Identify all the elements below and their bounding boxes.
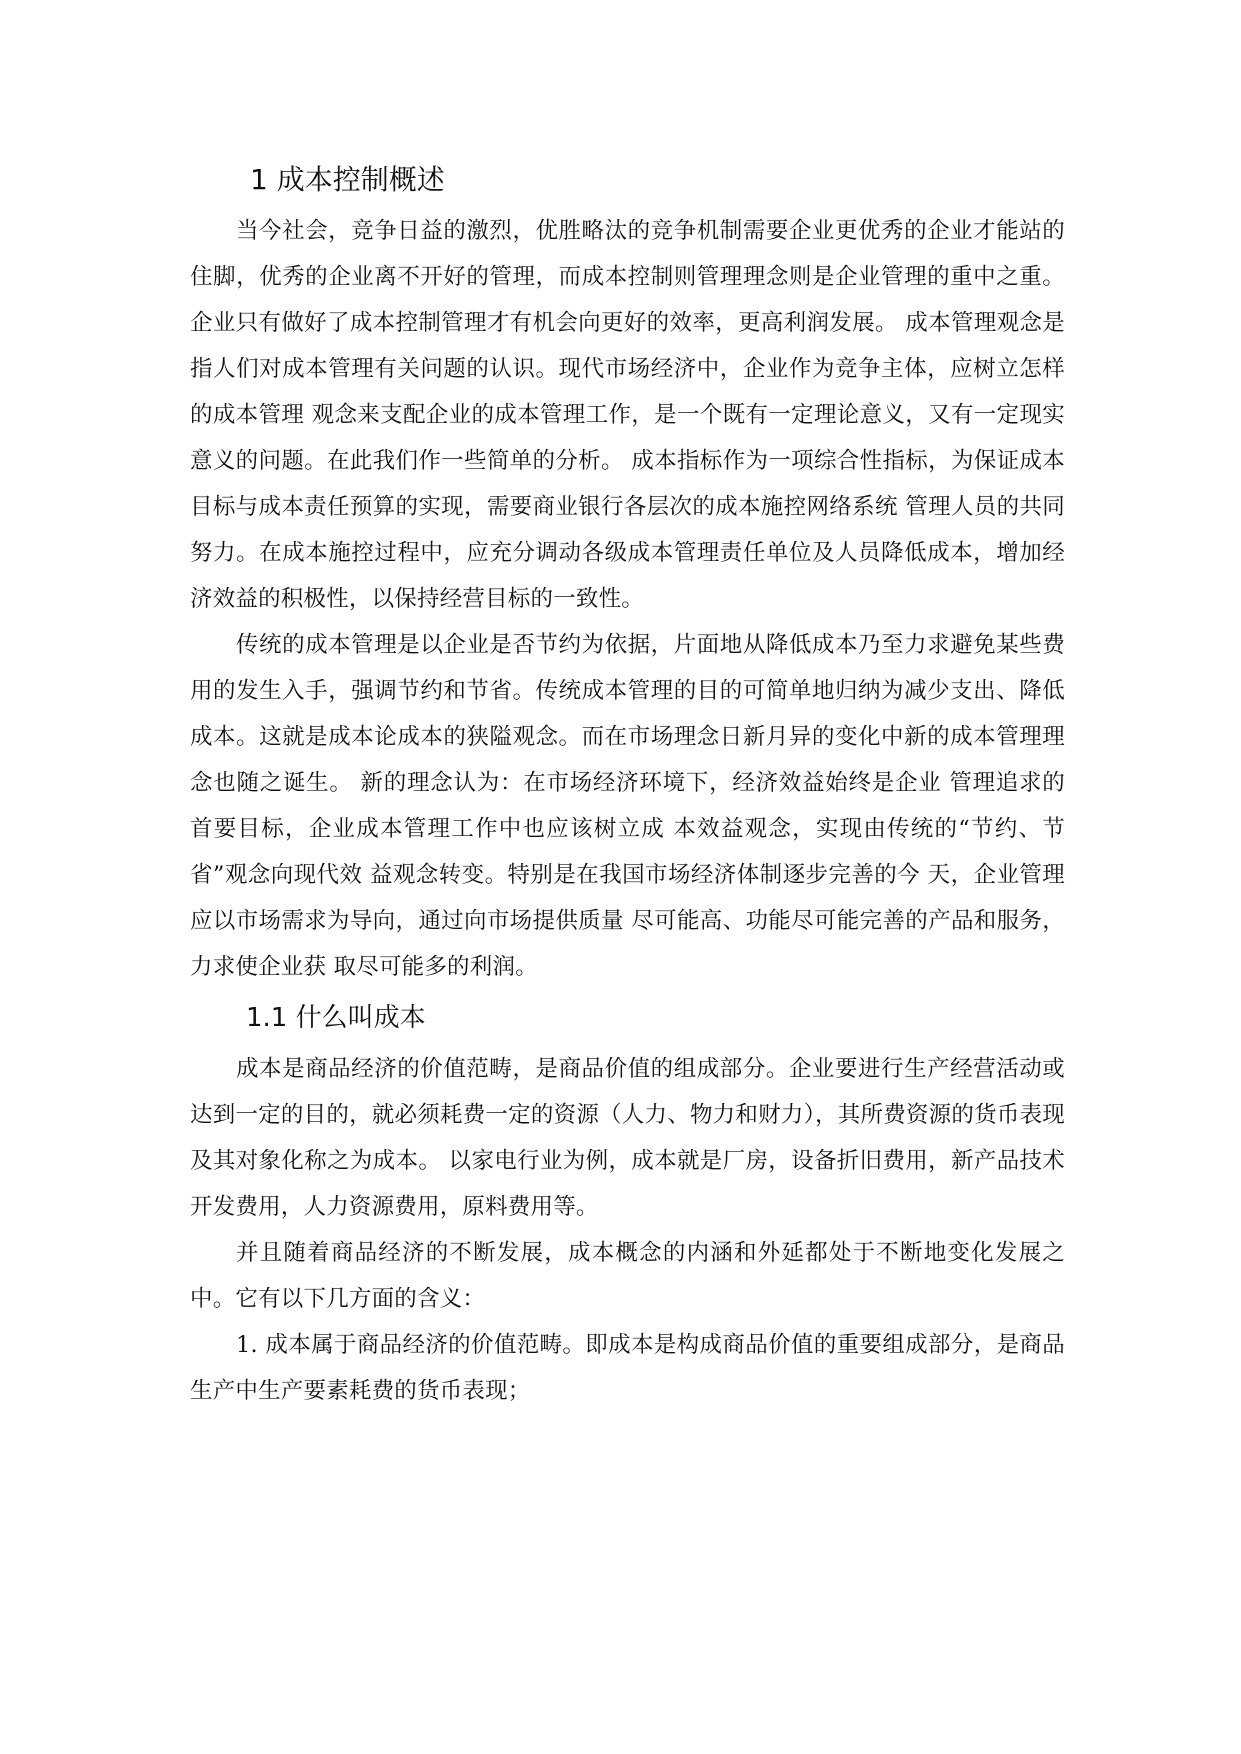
section-heading-1: 1 成本控制概述 bbox=[250, 163, 445, 196]
paragraph: 成本是商品经济的价值范畴，是商品价值的组成部分。企业要进行生产经营活动或达到一定的目的，就必须耗费一定的资源（人力、物力和财力），其所费资源的货币表现及其对象化称之为成本。 以家电行业为例，成本就是厂房，设备折旧费用，新产品技术开发费用，人力资源费用，原料费用等。 bbox=[190, 1056, 1065, 1220]
paragraph: 并且随着商品经济的不断发展，成本概念的内涵和外延都处于不断地变化发展之中。它有以下几方面的含义： bbox=[190, 1240, 1065, 1312]
page-content bbox=[190, 158, 1065, 1414]
section-heading-1-1: 1.1 什么叫成本 bbox=[246, 1003, 426, 1033]
paragraph: 1. 成本属于商品经济的价值范畴。即成本是构成商品价值的重要组成部分，是商品生产中生产要素耗费的货币表现； bbox=[190, 1332, 1065, 1404]
paragraph: 当今社会，竞争日益的激烈，优胜略汰的竞争机制需要企业更优秀的企业才能站的住脚，优秀的企业离不开好的管理，而成本控制则管理理念则是企业管理的重中之重。企业只有做好了成本控制管理才有机会向更好的效率，更高利润发展。 成本管理观念是指人们对成本管理有关问题的认识。现代市场经济中，企业作为竞争主体，应树立怎样的成本管理 观念来支配企业的成本管理工作，是一个既有一定理论意义，又有一定现实意义的问题。在此我们作一些简单的分析。 成本指标作为一项综合性指标，为保证成本目标与成本责任预算的实现，需要商业银行各层次的成本施控网络系统 管理人员的共同努力。在成本施控过程中，应充分调动各级成本管理责任单位及人员降低成本，增加经济效益的积极性，以保持经营目标的一致性。 bbox=[190, 218, 1065, 612]
paragraph: 传统的成本管理是以企业是否节约为依据，片面地从降低成本乃至力求避免某些费用的发生入手，强调节约和节省。传统成本管理的目的可简单地归纳为减少支出、降低成本。这就是成本论成本的狭隘观念。而在市场理念日新月异的变化中新的成本管理理念也随之诞生。 新的理念认为：在市场经济环境下，经济效益始终是企业 管理追求的首要目标，企业成本管理工作中也应该树立成 本效益观念，实现由传统的“节约、节省”观念向现代效 益观念转变。特别是在我国市场经济体制逐步完善的今 天，企业管理应以市场需求为导向，通过向市场提供质量 尽可能高、功能尽可能完善的产品和服务，力求使企业获 取尽可能多的利润。 bbox=[190, 632, 1065, 980]
